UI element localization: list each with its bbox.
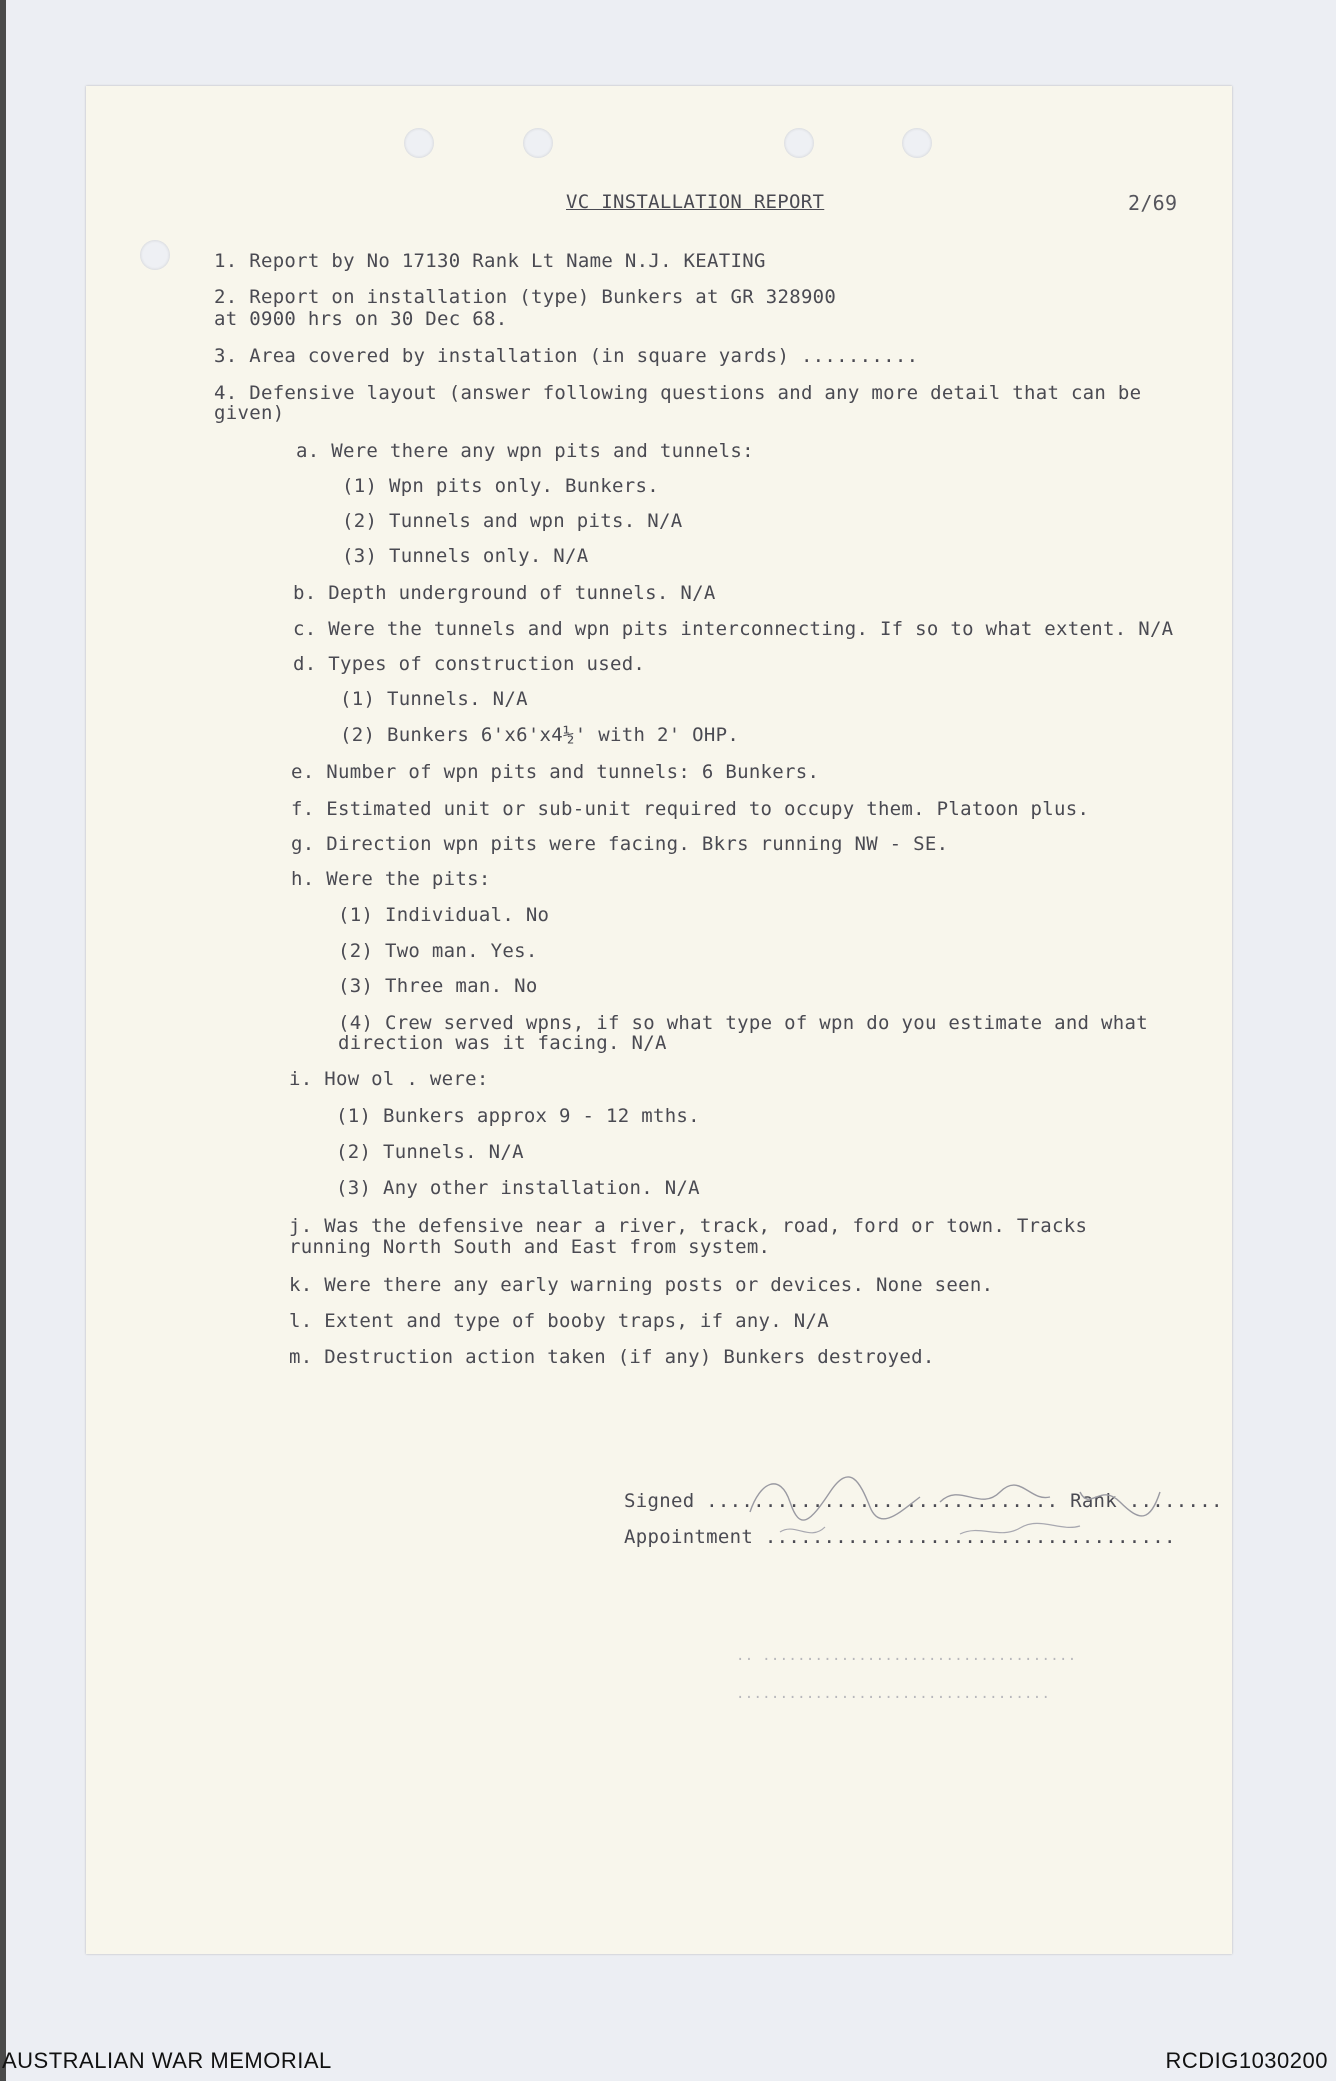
question-g: g. Direction wpn pits were facing. Bkrs running NW - SE. [291, 833, 949, 855]
faint-dotted-line: .................................... [736, 1686, 1051, 1702]
item-1-report-by: 1. Report by No 17130 Rank Lt Name N.J. KEATING [214, 250, 766, 272]
answer-a3: (3) Tunnels only. N/A [342, 545, 589, 567]
punch-hole [140, 240, 170, 270]
question-a: a. Were there any wpn pits and tunnels: [296, 440, 754, 462]
question-c: c. Were the tunnels and wpn pits interconnecting. If so to what extent. N/A [293, 618, 1174, 640]
appointment-line: Appointment ................................... [624, 1526, 1176, 1548]
answer-d1: (1) Tunnels. N/A [340, 688, 528, 710]
answer-h1: (1) Individual. No [338, 904, 550, 926]
punch-hole [404, 128, 434, 158]
answer-d2: (2) Bunkers 6'x6'x4½' with 2' OHP. [340, 724, 740, 746]
question-f: f. Estimated unit or sub-unit required to occupy them. Platoon plus. [291, 798, 1090, 820]
answer-j-continued: running North South and East from system. [289, 1236, 771, 1258]
answer-a2: (2) Tunnels and wpn pits. N/A [342, 510, 683, 532]
question-m: m. Destruction action taken (if any) Bunkers destroyed. [289, 1346, 935, 1368]
report-title: VC INSTALLATION REPORT [566, 191, 825, 213]
item-2-time-date: at 0900 hrs on 30 Dec 68. [214, 308, 508, 330]
punch-hole [784, 128, 814, 158]
answer-h4-continued: direction was it facing. N/A [338, 1032, 667, 1054]
question-h: h. Were the pits: [291, 868, 491, 890]
item-3-area: 3. Area covered by installation (in square yards) .......... [214, 345, 919, 367]
answer-i1: (1) Bunkers approx 9 - 12 mths. [336, 1105, 700, 1127]
footer-record-id: RCDIG1030200 [1165, 2048, 1328, 2073]
punch-hole [902, 128, 932, 158]
question-k: k. Were there any early warning posts or devices. None seen. [289, 1274, 994, 1296]
footer-institution: AUSTRALIAN WAR MEMORIAL [2, 2048, 332, 2073]
page-reference: 2/69 [1128, 191, 1178, 215]
question-l: l. Extent and type of booby traps, if any. N/A [289, 1310, 829, 1332]
answer-h4: (4) Crew served wpns, if so what type of wpn do you estimate and what [338, 1012, 1148, 1034]
question-b: b. Depth underground of tunnels. N/A [293, 582, 716, 604]
answer-h3: (3) Three man. No [338, 975, 538, 997]
question-e: e. Number of wpn pits and tunnels: 6 Bunkers. [291, 761, 820, 783]
faint-dotted-line: .. .................................... [736, 1648, 1077, 1664]
scan-edge [0, 0, 6, 2081]
question-i: i. How ol . were: [289, 1068, 489, 1090]
answer-a1: (1) Wpn pits only. Bunkers. [342, 475, 659, 497]
signature-scribble [700, 1462, 1170, 1542]
item-4-continued: given) [214, 402, 285, 424]
item-4-defensive-layout: 4. Defensive layout (answer following questions and any more detail that can be [214, 382, 1142, 404]
answer-i2: (2) Tunnels. N/A [336, 1141, 524, 1163]
signed-line: Signed .............................. Rank ........ [624, 1490, 1223, 1512]
question-d: d. Types of construction used. [293, 653, 646, 675]
answer-h2: (2) Two man. Yes. [338, 940, 538, 962]
item-2-installation: 2. Report on installation (type) Bunkers at GR 328900 [214, 286, 837, 308]
answer-i3: (3) Any other installation. N/A [336, 1177, 700, 1199]
punch-hole [523, 128, 553, 158]
question-j: j. Was the defensive near a river, track, road, ford or town. Tracks [289, 1215, 1088, 1237]
